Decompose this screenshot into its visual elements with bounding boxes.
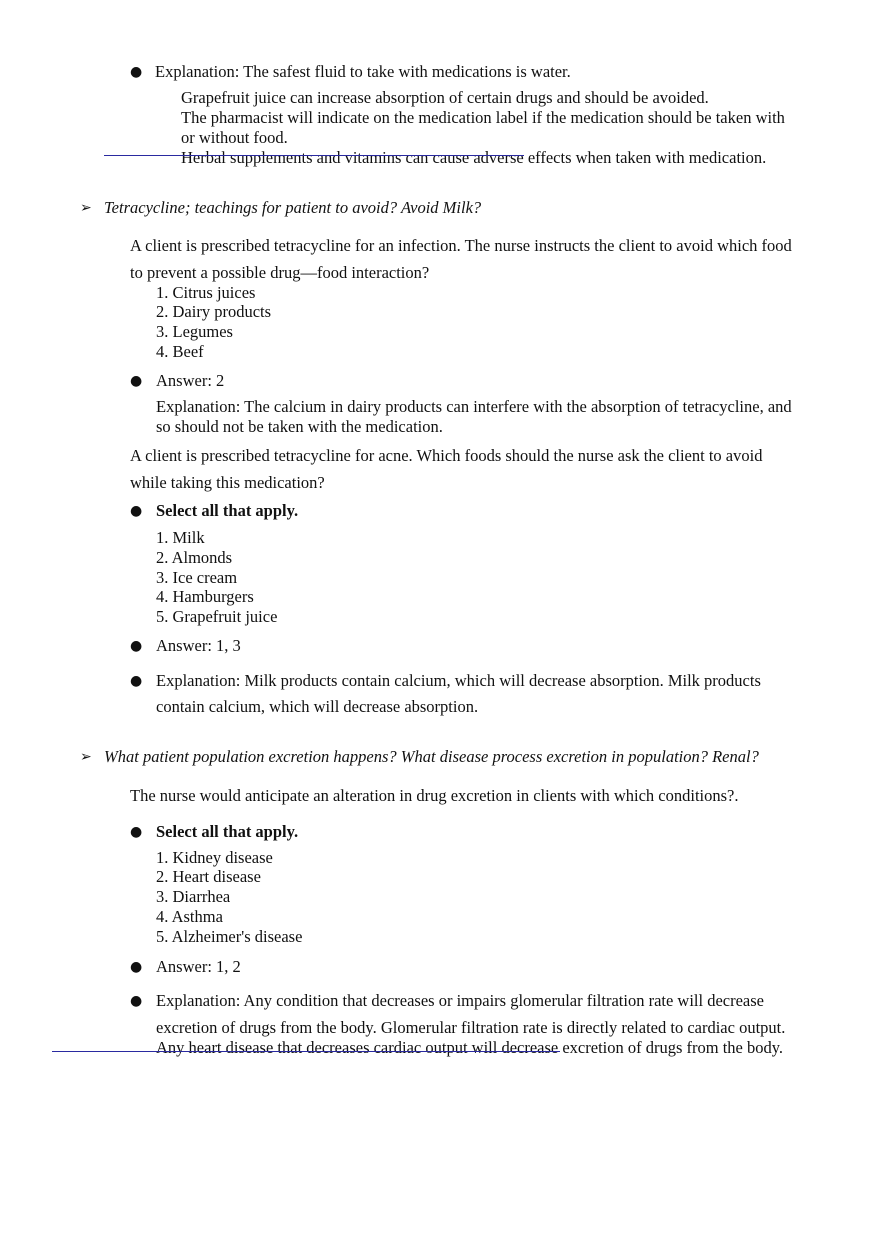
arrow-bullet-icon: ➢	[80, 200, 92, 216]
explanation-text: Explanation: The calcium in dairy products can interfere with the absorption of tetracycline, and	[156, 397, 792, 416]
option-item: 4. Beef	[156, 342, 204, 361]
explanation-line: Herbal supplements and vitamins can cause adverse effects when taken with medication.	[181, 148, 767, 167]
bullet-icon: ●	[130, 993, 143, 1009]
option-item: 4. Asthma	[156, 907, 223, 926]
option-item: 3. Diarrhea	[156, 887, 231, 906]
option-item: 3. Ice cream	[156, 568, 238, 587]
select-all-label: Select all that apply.	[156, 822, 299, 841]
annotation-strike-line	[104, 155, 524, 156]
explanation-text: Explanation: Any condition that decreases or impairs glomerular filtration rate will decrease	[156, 991, 765, 1010]
explanation-text: so should not be taken with the medication.	[156, 417, 443, 436]
option-item: 5. Alzheimer's disease	[156, 927, 303, 946]
explanation-text: Any heart disease that decreases cardiac output will decrease excretion of drugs from the body.	[156, 1038, 784, 1057]
explanation-line: or without food.	[181, 128, 288, 147]
annotation-strike-line	[52, 1051, 560, 1052]
option-item: 1. Kidney disease	[156, 848, 273, 867]
bullet-icon: ●	[130, 959, 143, 975]
option-item: 2. Heart disease	[156, 867, 261, 886]
explanation-line: Grapefruit juice can increase absorption of certain drugs and should be avoided.	[181, 88, 709, 107]
question-stem: to prevent a possible drug—food interaction?	[130, 263, 430, 282]
option-item: 5. Grapefruit juice	[156, 607, 278, 626]
question-stem: The nurse would anticipate an alteration in drug excretion in clients with which conditions?.	[130, 786, 739, 805]
option-item: 1. Citrus juices	[156, 283, 256, 302]
answer-text: Answer: 1, 2	[156, 957, 241, 976]
bullet-icon: ●	[130, 503, 143, 519]
option-item: 4. Hamburgers	[156, 587, 254, 606]
select-all-label: Select all that apply.	[156, 501, 299, 520]
explanation-text: Explanation: Milk products contain calcium, which will decrease absorption. Milk products	[156, 671, 761, 690]
bullet-icon: ●	[130, 638, 143, 654]
bullet-icon: ●	[130, 824, 143, 840]
bullet-icon: ●	[130, 373, 143, 389]
arrow-bullet-icon: ➢	[80, 749, 92, 765]
question-stem: A client is prescribed tetracycline for an infection. The nurse instructs the client to avoid which food	[130, 236, 792, 255]
bullet-icon: ●	[130, 673, 143, 689]
option-item: 1. Milk	[156, 528, 205, 547]
question-stem: A client is prescribed tetracycline for acne. Which foods should the nurse ask the client to avoid	[130, 446, 763, 465]
bullet-icon: ●	[130, 64, 143, 80]
option-item: 2. Dairy products	[156, 302, 272, 321]
answer-text: Answer: 2	[156, 371, 225, 390]
answer-text: Answer: 1, 3	[156, 636, 241, 655]
option-item: 3. Legumes	[156, 322, 233, 341]
explanation-text: Explanation: The safest fluid to take with medications is water.	[155, 62, 571, 81]
section-heading: Tetracycline; teachings for patient to avoid? Avoid Milk?	[104, 198, 482, 217]
explanation-text: excretion of drugs from the body. Glomerular filtration rate is directly related to cardiac output.	[156, 1018, 786, 1037]
option-item: 2. Almonds	[156, 548, 233, 567]
question-stem: while taking this medication?	[130, 473, 325, 492]
section-heading: What patient population excretion happens? What disease process excretion in population? Renal?	[104, 747, 759, 766]
explanation-line: The pharmacist will indicate on the medication label if the medication should be taken with	[181, 108, 785, 127]
explanation-text: contain calcium, which will decrease absorption.	[156, 697, 479, 716]
